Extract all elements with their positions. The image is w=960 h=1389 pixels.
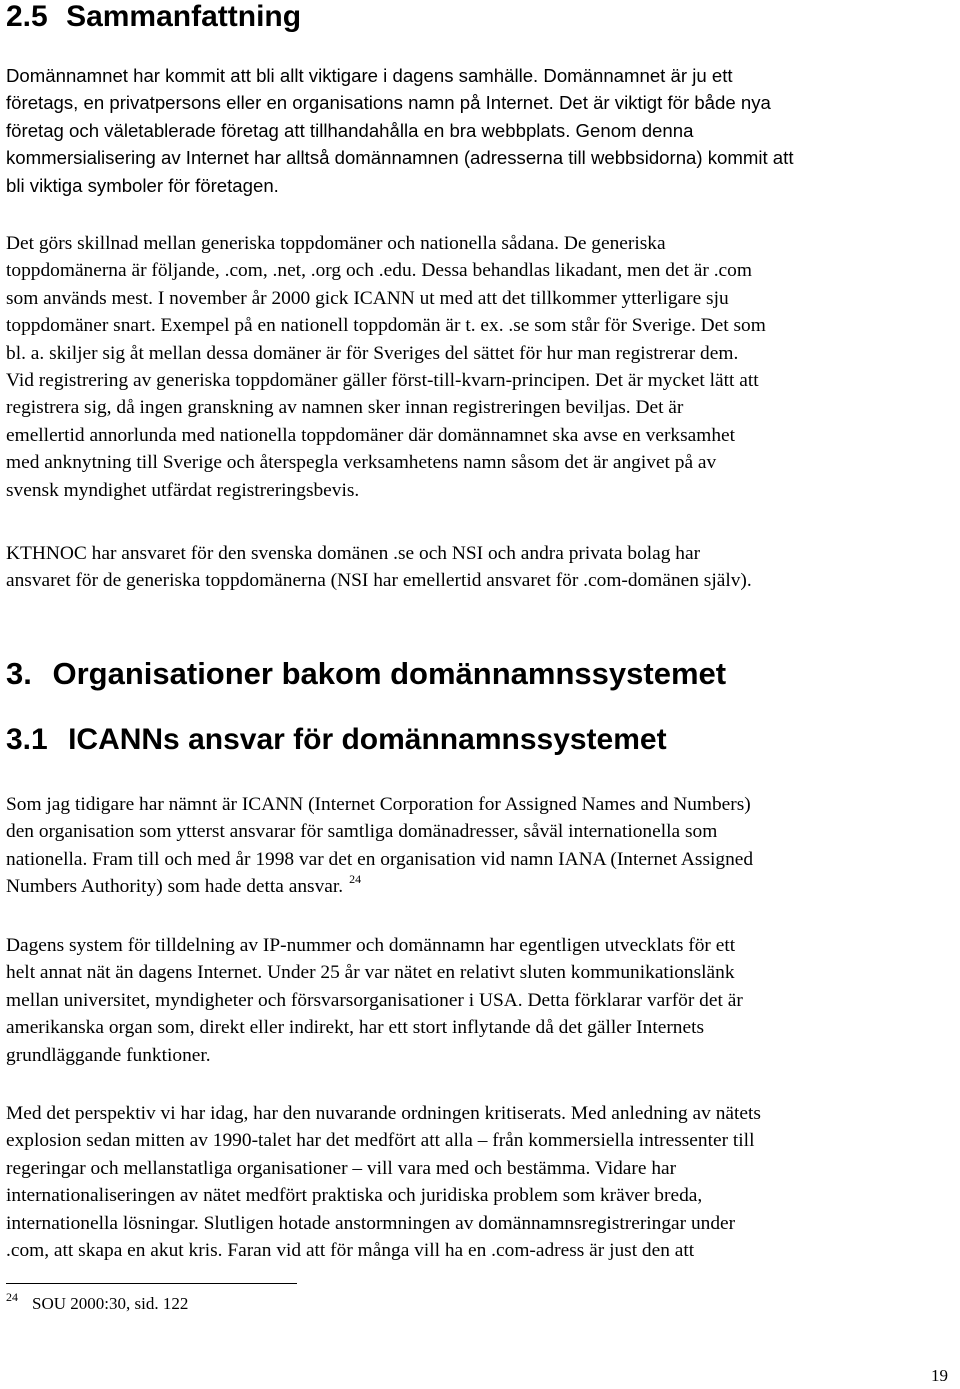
paragraph (6, 932, 954, 1069)
section-title: Sammanfattning (66, 0, 302, 33)
text-line: kommersialisering av Internet har alltså domännamnen (adresserna till webbsidorna) kommit att (6, 147, 794, 169)
footnote-number: 24 (6, 1290, 18, 1304)
section-title: ICANNs ansvar för domännamnssystemet (68, 723, 667, 756)
text-line: internationaliseringen av nätet medfört praktiska och juridiska problem som kräver breda, (6, 1185, 703, 1207)
text-line: Det görs skillnad mellan generiska toppdomäner och nationella sådana. De generiska (6, 233, 666, 254)
paragraph (6, 230, 954, 504)
page-number: 19 (931, 1366, 948, 1385)
paragraph (6, 540, 954, 595)
paragraph (6, 791, 954, 901)
chapter-title: Organisationer bakom domännamnssystemet (52, 656, 727, 691)
text-line: toppdomäner snart. Exempel på en nationell toppdomän är t. ex. .se som står för Sverige. Det som (6, 315, 766, 337)
text-line: .com, att skapa en akut kris. Faran vid att för många vill ha en .com-adress är just den att (6, 1240, 695, 1262)
text-line: bl. a. skiljer sig åt mellan dessa domäner är för Sveriges del sättet för hur man registrerar dem. (6, 342, 739, 364)
text-line: explosion sedan mitten av 1990-talet har det medfört att alla – från kommersiella intressenter till (6, 1130, 755, 1152)
text-line: med anknytning till Sverige och återspegla verksamhetens namn såsom det är angivet på av (6, 452, 717, 474)
text-line: internationella lösningar. Slutligen hotade anstormningen av domännamnsregistreringar under (6, 1212, 736, 1234)
text-line: Vid registrering av generiska toppdomäner gäller först-till-kvarn-principen. Det är mycket lätt att (6, 370, 759, 392)
text-line: registrera sig, då ingen granskning av namnen sker innan registreringen beviljas. Det är (6, 397, 684, 419)
text-line: helt annat nät än dagens Internet. Under 25 år var nätet en relativt sluten kommunikationslänk (6, 962, 735, 984)
text-line: svensk myndighet utfärdat registreringsbevis. (6, 479, 360, 501)
text-line: Med det perspektiv vi har idag, har den nuvarande ordningen kritiserats. Med anledning av nätets (6, 1103, 761, 1124)
text-line: regeringar och mellanstatliga organisationer – vill vara med och bestämma. Vidare har (6, 1157, 677, 1179)
text-line: nationella. Fram till och med år 1998 var det en organisation vid namn IANA (Internet Assigned (6, 848, 754, 870)
text-line: Dagens system för tilldelning av IP-nummer och domännamn har egentligen utvecklats för ett (6, 935, 736, 956)
text-line: amerikanska organ som, direkt eller indirekt, har ett stort inflytande då det gäller Internets (6, 1017, 705, 1039)
text-line (6, 873, 954, 900)
text-line: grundläggande funktioner. (6, 1044, 211, 1066)
text-line: Som jag tidigare har nämnt är ICANN (Internet Corporation for Assigned Names and Numbers) (6, 794, 751, 815)
text-line: bli viktiga symboler för företagen. (6, 174, 279, 196)
chapter-heading-3 (6, 656, 726, 692)
footnote-text: SOU 2000:30, sid. 122 (32, 1294, 189, 1313)
text-segment: Numbers Authority) som hade detta ansvar. (6, 876, 344, 898)
section-number: 2.5 (6, 0, 48, 33)
text-line: ansvaret för de generiska toppdomänerna (NSI har emellertid ansvaret för .com-domänen själv). (6, 570, 752, 592)
text-line: emellertid annorlunda med nationella toppdomäner där domännamnet ska avse en verksamhet (6, 424, 736, 446)
text-line: som används mest. I november år 2000 gick ICANN ut med att det tillkommer ytterligare sju (6, 287, 729, 309)
text-line: mellan universitet, myndigheter och försvarsorganisationer i USA. Detta förklarar varför det är (6, 989, 743, 1011)
section-number: 3.1 (6, 723, 48, 756)
footnote (6, 1290, 189, 1314)
footnote-divider (6, 1283, 297, 1284)
footnote-reference: 24 (349, 872, 362, 887)
section-heading-2-5 (6, 0, 301, 34)
chapter-number: 3. (6, 656, 32, 691)
paragraph (6, 1100, 954, 1264)
text-line: Domännamnet har kommit att bli allt viktigare i dagens samhälle. Domännamnet är ju ett (6, 65, 733, 86)
paragraph (6, 62, 954, 199)
section-heading-3-1 (6, 723, 667, 757)
text-line: den organisation som ytterst ansvarar för samtliga domänadresser, såväl internationella som (6, 821, 718, 843)
text-line: toppdomänerna är följande, .com, .net, .org och .edu. Dessa behandlas likadant, men det är .com (6, 260, 752, 282)
text-line: företags, en privatpersons eller en organisations namn på Internet. Det är viktigt för både nya (6, 92, 771, 114)
text-line: företag och väletablerade företag att tillhandahålla en bra webbplats. Genom denna (6, 119, 694, 141)
text-line: KTHNOC har ansvaret för den svenska domänen .se och NSI och andra privata bolag har (6, 543, 701, 564)
